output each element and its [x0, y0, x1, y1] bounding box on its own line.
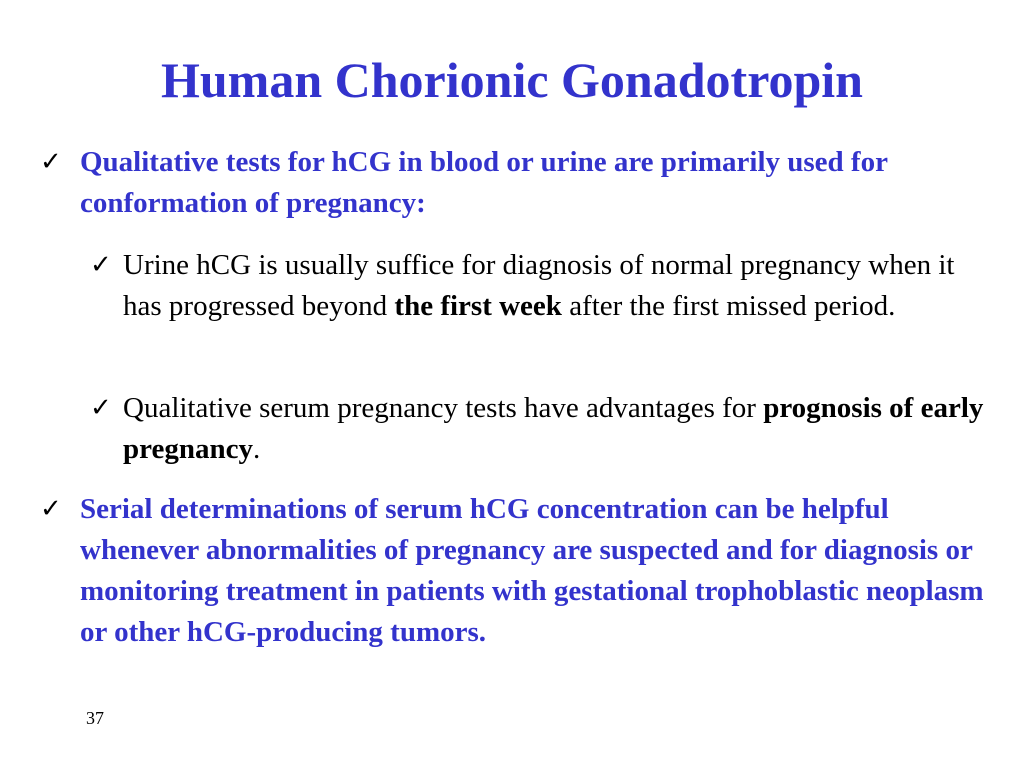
subbullet-serum-tests	[90, 388, 990, 470]
subbullet-text	[123, 388, 990, 470]
emphasis-text: prognosis of early pregnancy	[123, 392, 984, 465]
emphasis-text: the first week	[394, 290, 562, 322]
bullet-serial-determinations	[40, 489, 990, 653]
text-segment: Urine hCG is usually suffice for diagnosis of normal pregnancy when it has progressed beyond	[123, 249, 955, 322]
bullet-text: Qualitative tests for hCG in blood or urine are primarily used for conformation of pregnancy:	[80, 146, 888, 219]
subbullet-urine-hcg	[90, 245, 990, 327]
bullet-text: Serial determinations of serum hCG concentration can be helpful whenever abnormalities of pregnancy are suspected and for diagnosis or monitoring treatment in patients with gestational trophoblastic neoplasm or other hCG-producing tumors.	[80, 493, 984, 648]
checkmark-icon: ✓	[40, 494, 62, 524]
checkmark-icon: ✓	[40, 147, 62, 177]
text-segment: Qualitative serum pregnancy tests have advantages for	[123, 392, 764, 424]
slide-title: Human Chorionic Gonadotropin	[160, 52, 863, 108]
checkmark-icon: ✓	[90, 250, 112, 280]
subbullet-text	[123, 245, 990, 327]
text-segment: .	[252, 433, 261, 465]
text-segment: after the first missed period.	[561, 290, 896, 322]
page-number: 37	[86, 708, 104, 728]
bullet-qualitative-tests	[40, 142, 990, 224]
checkmark-icon: ✓	[90, 393, 112, 423]
